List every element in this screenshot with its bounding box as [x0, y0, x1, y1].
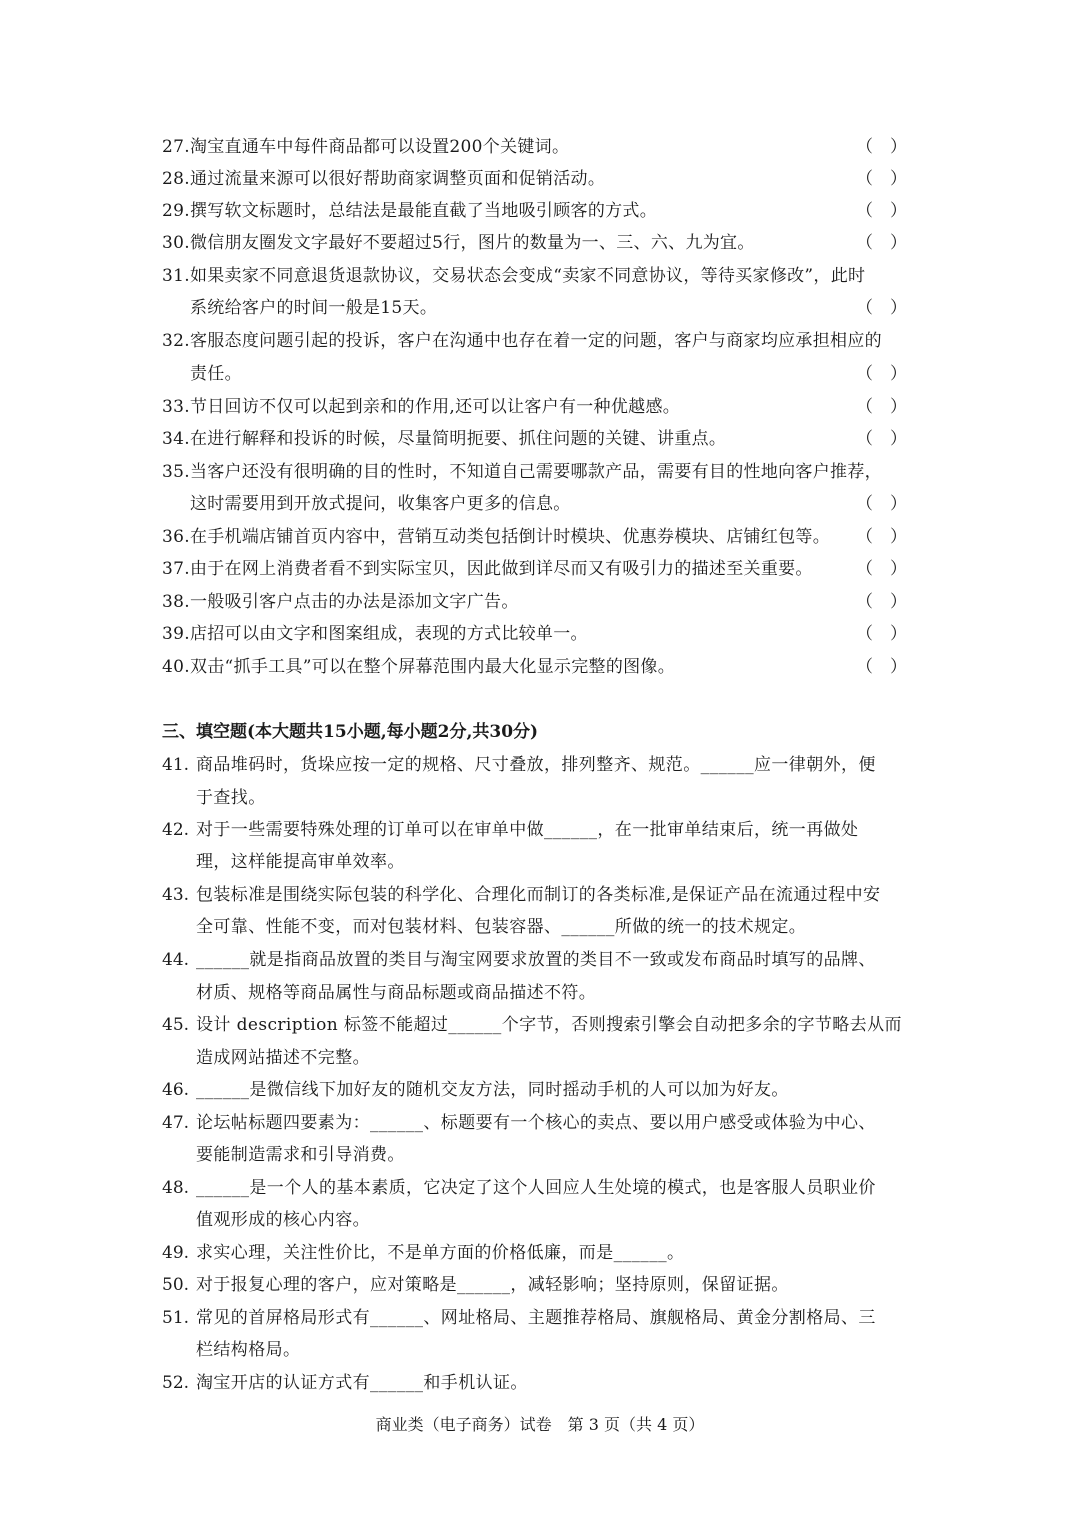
answer-parentheses: （ ）: [856, 559, 907, 579]
question-31: [0, 260, 1080, 292]
question-45: [0, 1009, 1080, 1041]
question-27: [0, 131, 1080, 163]
question-text: 32.客服态度问题引起的投诉，客户在沟通中也存在着一定的问题，客户与商家均应承担相应的: [162, 331, 882, 351]
question-text-continued: 造成网站描述不完整。: [196, 1048, 370, 1068]
answer-parentheses: （ ）: [856, 592, 907, 612]
question-number: 44.: [162, 950, 190, 970]
answer-parentheses: （ ）: [856, 657, 907, 677]
question-number: 43.: [162, 885, 190, 905]
question-30: [0, 227, 1080, 259]
question-number: 41.: [162, 755, 190, 775]
question-text: 常见的首屏格局形式有______、网址格局、主题推荐格局、旗舰格局、黄金分割格局、三: [196, 1308, 876, 1328]
question-42-line2: [0, 846, 1080, 878]
question-32: [0, 325, 1080, 357]
question-42: [0, 814, 1080, 846]
question-41: [0, 749, 1080, 781]
question-text-continued: 责任。: [190, 364, 242, 384]
question-36: [0, 521, 1080, 553]
question-text: ______就是指商品放置的类目与淘宝网要求放置的类目不一致或发布商品时填写的品牌、: [196, 950, 876, 970]
question-text: 对于一些需要特殊处理的订单可以在审单中做______，在一批审单结束后，统一再做处: [196, 820, 859, 840]
question-number: 51.: [162, 1308, 190, 1328]
question-text: 39.店招可以由文字和图案组成，表现的方式比较单一。: [162, 624, 588, 644]
question-35-line2: [0, 488, 1080, 520]
question-text: 30.微信朋友圈发文字最好不要超过5行，图片的数量为一、三、六、九为宜。: [162, 233, 755, 253]
answer-parentheses: （ ）: [856, 137, 907, 157]
question-text-continued: 材质、规格等商品属性与商品标题或商品描述不符。: [196, 983, 597, 1003]
question-29: [0, 195, 1080, 227]
question-51: [0, 1302, 1080, 1334]
question-text: 论坛帖标题四要素为：______、标题要有一个核心的卖点、要以用户感受或体验为中心、: [196, 1113, 876, 1133]
question-51-line2: [0, 1334, 1080, 1366]
question-text: 求实心理，关注性价比，不是单方面的价格低廉，而是______。: [196, 1243, 685, 1263]
question-number: 46.: [162, 1080, 190, 1100]
answer-parentheses: （ ）: [856, 233, 907, 253]
question-text: 33.节日回访不仅可以起到亲和的作用,还可以让客户有一种优越感。: [162, 397, 681, 417]
question-38: [0, 586, 1080, 618]
question-text: 对于报复心理的客户，应对策略是______，减轻影响；坚持原则，保留证据。: [196, 1275, 789, 1295]
question-44: [0, 944, 1080, 976]
question-52: [0, 1367, 1080, 1399]
question-text: 淘宝开店的认证方式有______和手机认证。: [196, 1373, 528, 1393]
answer-parentheses: （ ）: [856, 397, 907, 417]
question-43: [0, 879, 1080, 911]
question-text: 35.当客户还没有很明确的目的性时，不知道自己需要哪款产品，需要有目的性地向客户推荐，: [162, 462, 882, 482]
question-text-continued: 栏结构格局。: [196, 1340, 301, 1360]
answer-parentheses: （ ）: [856, 527, 907, 547]
answer-parentheses: （ ）: [856, 201, 907, 221]
question-45-line2: [0, 1042, 1080, 1074]
answer-parentheses: （ ）: [856, 364, 907, 384]
answer-parentheses: （ ）: [856, 624, 907, 644]
question-text: 包装标准是围绕实际包装的科学化、合理化而制订的各类标准,是保证产品在流通过程中安: [196, 885, 881, 905]
question-text: 29.撰写软文标题时，总结法是最能直截了当地吸引顾客的方式。: [162, 201, 658, 221]
question-text-continued: 系统给客户的时间一般是15天。: [190, 298, 438, 318]
question-number: 52.: [162, 1373, 190, 1393]
question-text: 38.一般吸引客户点击的办法是添加文字广告。: [162, 592, 519, 612]
question-31-line2: [0, 292, 1080, 324]
question-text: 31.如果卖家不同意退货退款协议，交易状态会变成“卖家不同意协议，等待买家修改”，此时: [162, 266, 866, 286]
question-number: 45.: [162, 1015, 190, 1035]
question-text-continued: 于查找。: [196, 788, 266, 808]
question-text-continued: 这时需要用到开放式提问，收集客户更多的信息。: [190, 494, 571, 514]
question-28: [0, 163, 1080, 195]
question-text: 28.通过流量来源可以很好帮助商家调整页面和促销活动。: [162, 169, 606, 189]
question-49: [0, 1237, 1080, 1269]
question-text: ______是微信线下加好友的随机交友方法，同时摇动手机的人可以加为好友。: [196, 1080, 789, 1100]
question-33: [0, 391, 1080, 423]
question-34: [0, 423, 1080, 455]
question-50: [0, 1269, 1080, 1301]
question-44-line2: [0, 977, 1080, 1009]
question-47: [0, 1107, 1080, 1139]
question-48: [0, 1172, 1080, 1204]
question-text-continued: 要能制造需求和引导消费。: [196, 1145, 405, 1165]
question-40: [0, 651, 1080, 683]
question-text: 27.淘宝直通车中每件商品都可以设置200个关键词。: [162, 137, 570, 157]
question-text-continued: 理，这样能提高审单效率。: [196, 852, 405, 872]
question-number: 48.: [162, 1178, 190, 1198]
question-text: ______是一个人的基本素质，它决定了这个人回应人生处境的模式，也是客服人员职业价: [196, 1178, 876, 1198]
question-text: 34.在进行解释和投诉的时候，尽量简明扼要、抓住问题的关键、讲重点。: [162, 429, 727, 449]
question-number: 42.: [162, 820, 190, 840]
question-48-line2: [0, 1204, 1080, 1236]
question-43-line2: [0, 911, 1080, 943]
page-footer: 商业类（电子商务）试卷 第 3 页（共 4 页）: [375, 1415, 705, 1434]
question-number: 50.: [162, 1275, 190, 1295]
question-46: [0, 1074, 1080, 1106]
section-heading: 三、填空题(本大题共15小题,每小题2分,共30分): [162, 722, 539, 742]
question-text-continued: 值观形成的核心内容。: [196, 1210, 370, 1230]
question-35: [0, 456, 1080, 488]
question-text: 商品堆码时，货垛应按一定的规格、尺寸叠放，排列整齐、规范。______应一律朝外，便: [196, 755, 876, 775]
question-number: 47.: [162, 1113, 190, 1133]
question-text: 设计 description 标签不能超过______个字节，否则搜索引擎会自动把多余的字节略去从而: [196, 1015, 902, 1035]
answer-parentheses: （ ）: [856, 298, 907, 318]
answer-parentheses: （ ）: [856, 169, 907, 189]
question-47-line2: [0, 1139, 1080, 1171]
question-37: [0, 553, 1080, 585]
question-39: [0, 618, 1080, 650]
question-41-line2: [0, 782, 1080, 814]
answer-parentheses: （ ）: [856, 494, 907, 514]
question-32-line2: [0, 358, 1080, 390]
question-text-continued: 全可靠、性能不变，而对包装材料、包装容器、______所做的统一的技术规定。: [196, 917, 807, 937]
question-text: 36.在手机端店铺首页内容中，营销互动类包括倒计时模块、优惠券模块、店铺红包等。: [162, 527, 831, 547]
question-text: 37.由于在网上消费者看不到实际宝贝，因此做到详尽而又有吸引力的描述至关重要。: [162, 559, 813, 579]
question-number: 49.: [162, 1243, 190, 1263]
answer-parentheses: （ ）: [856, 429, 907, 449]
question-text: 40.双击“抓手工具”可以在整个屏幕范围内最大化显示完整的图像。: [162, 657, 676, 677]
